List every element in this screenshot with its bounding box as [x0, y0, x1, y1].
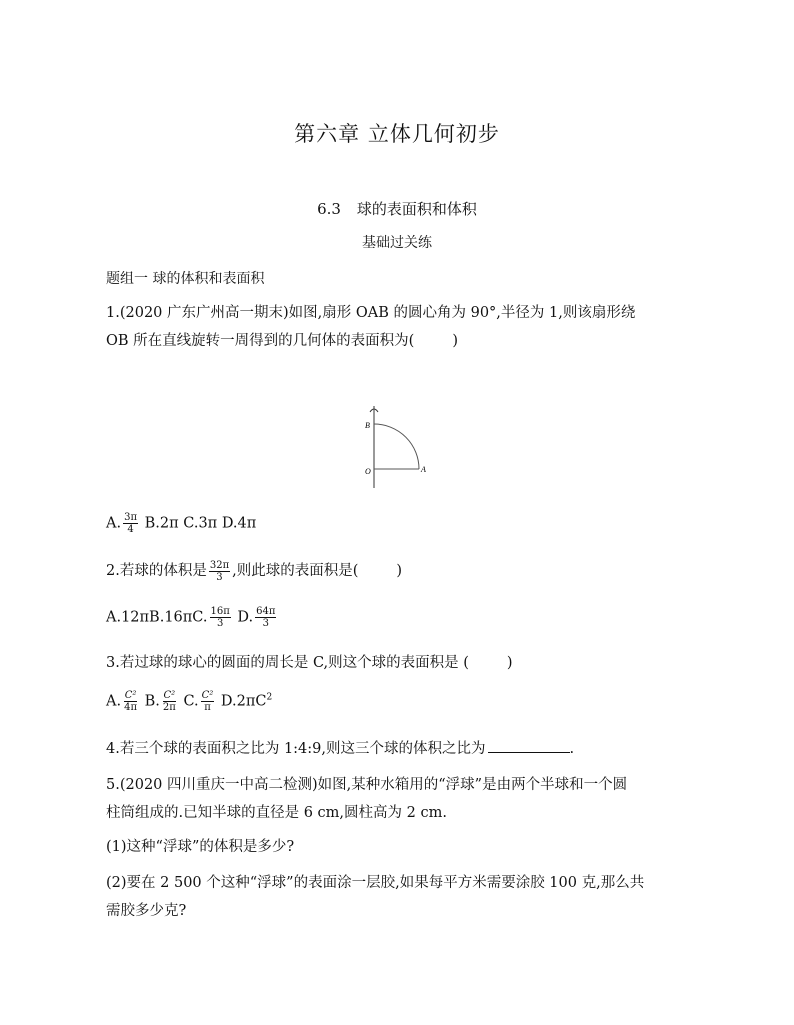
- question-1-close-paren: ): [452, 333, 458, 349]
- question-2-suffix: ,则此球的表面积是(: [232, 563, 359, 579]
- question-5-line-2: 柱筒组成的.已知半球的直径是 6 cm,圆柱高为 2 cm.: [106, 805, 447, 821]
- option-a-fraction: [123, 512, 138, 535]
- fraction-numerator: 3π: [124, 512, 138, 523]
- question-3: [106, 648, 513, 678]
- question-2-prefix: 2.若球的体积是: [106, 563, 207, 579]
- question-1-line-2: [106, 326, 458, 356]
- fraction-denominator: 2π: [162, 702, 176, 713]
- question-4-end: .: [569, 741, 575, 757]
- option-c-fraction: [201, 690, 215, 713]
- question-1-text: OB 所在直线旋转一周得到的几何体的表面积为(: [106, 333, 415, 349]
- option-c-label: C.: [178, 693, 199, 710]
- answer-blank[interactable]: [488, 738, 570, 753]
- question-1-options: [106, 512, 256, 535]
- option-b-fraction: [162, 690, 177, 713]
- sector-figure: [360, 404, 440, 490]
- option-d-exponent: 2: [266, 692, 273, 703]
- question-2-close-paren: ): [396, 563, 403, 579]
- option-a-label: A.: [106, 693, 122, 710]
- option-b-label: B.: [140, 693, 160, 710]
- fraction-numerator: 32π: [209, 559, 230, 571]
- question-5-sub-2-line-1: (2)要在 2 500 个这种“浮球”的表面涂一层胶,如果每平方米需要涂胶 100 克,那么共: [106, 875, 645, 891]
- fraction-denominator: 3: [216, 571, 223, 583]
- sector-arc: [374, 424, 419, 469]
- question-5-line-1: 5.(2020 四川重庆一中高二检测)如图,某种水箱用的“浮球”是由两个半球和一个圆: [106, 777, 628, 793]
- section-title: 球的表面积和体积: [356, 200, 477, 218]
- section-number: 6.3: [317, 200, 341, 218]
- fraction-numerator: 16π: [210, 606, 230, 617]
- label-b: B: [365, 421, 370, 430]
- options-b-d: B.2π C.3π D.4π: [144, 515, 257, 532]
- question-3-text: 3.若过球的球心的圆面的周长是 C,则这个球的表面积是 (: [106, 655, 469, 671]
- fraction-denominator: 3: [216, 618, 224, 629]
- question-5-sub-1: (1)这种“浮球”的体积是多少?: [106, 839, 295, 855]
- question-3-options: [106, 690, 272, 713]
- fraction-numerator: C²: [201, 690, 214, 701]
- question-3-close-paren: ): [506, 655, 513, 671]
- question-2-options: [106, 606, 278, 629]
- fraction-denominator: 4: [127, 524, 134, 535]
- option-a-fraction: [123, 690, 138, 713]
- options-a-c: A.12πB.16πC.: [106, 609, 208, 626]
- question-1-line-1: 1.(2020 广东广州高一期末)如图,扇形 OAB 的圆心角为 90°,半径为 1,则该扇形绕: [106, 305, 636, 321]
- question-4-text: 4.若三个球的表面积之比为 1:4:9,则这三个球的体积之比为: [106, 741, 486, 757]
- option-d-fraction: [255, 606, 276, 629]
- question-2: [106, 556, 402, 586]
- label-a: A: [421, 465, 426, 474]
- fraction-numerator: C²: [163, 690, 176, 701]
- group-title: 题组一 球的体积和表面积: [106, 271, 265, 287]
- option-d-label: D.: [232, 609, 254, 626]
- label-o: O: [365, 467, 371, 476]
- question-5-sub-2-line-2: 需胶多少克?: [106, 903, 187, 919]
- section-heading: [0, 198, 794, 219]
- chapter-title: 第六章 立体几何初步: [294, 122, 500, 146]
- exercise-subtitle: 基础过关练: [362, 235, 432, 251]
- fraction-denominator: 4π: [124, 702, 138, 713]
- option-c-fraction: [210, 606, 231, 629]
- fraction-numerator: C²: [124, 690, 137, 701]
- question-2-fraction: [209, 560, 230, 583]
- fraction-numerator: 64π: [256, 606, 276, 617]
- fraction-denominator: 3: [262, 618, 269, 629]
- option-d-label: D.2πC: [216, 693, 267, 710]
- fraction-denominator: π: [204, 702, 211, 713]
- option-a-label: A.: [106, 515, 122, 532]
- question-4: [106, 734, 574, 764]
